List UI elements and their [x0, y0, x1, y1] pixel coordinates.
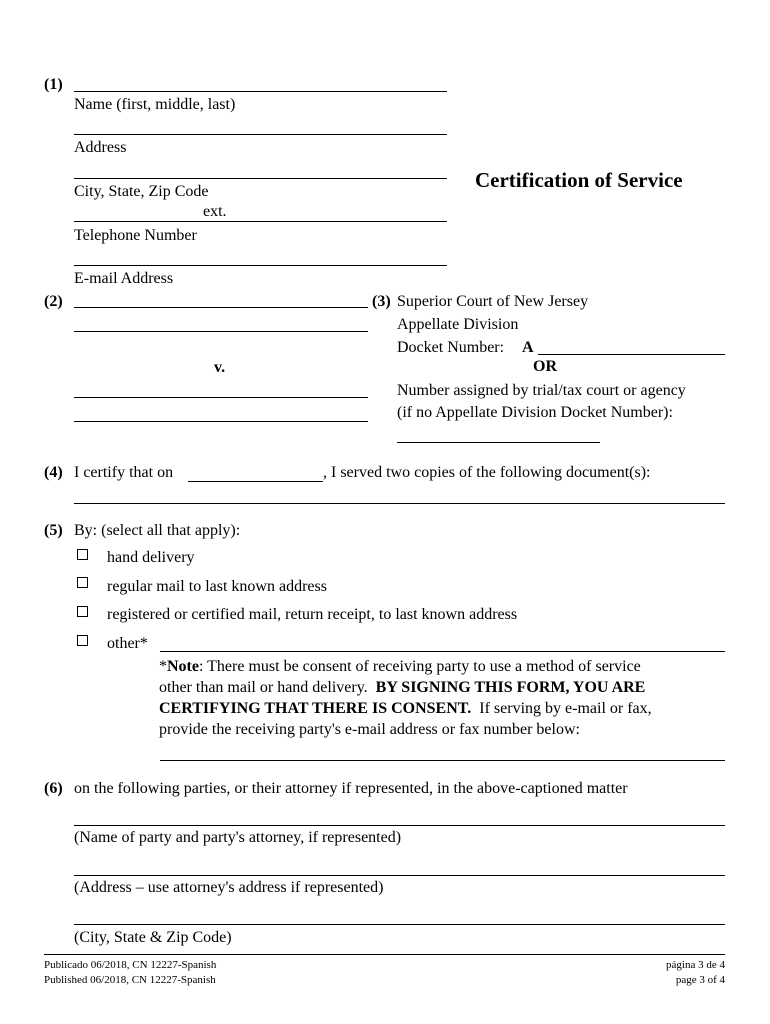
- note-text-3: If serving by e-mail or fax,: [479, 700, 652, 717]
- telephone-label: Telephone Number: [74, 227, 197, 244]
- documents-served-field[interactable]: [74, 503, 725, 504]
- note-text-2: other than mail or hand delivery.: [159, 679, 368, 696]
- note-heading: Note: [167, 658, 199, 675]
- note-warning-2: CERTIFYING THAT THERE IS CONSENT.: [159, 700, 472, 717]
- telephone-field[interactable]: [74, 221, 447, 222]
- service-date-field[interactable]: [188, 481, 323, 482]
- note-text-4: provide the receiving party's e-mail address or fax number below:: [159, 721, 580, 738]
- city-state-zip-label: City, State, Zip Code: [74, 183, 209, 200]
- name-label: Name (first, middle, last): [74, 96, 236, 113]
- certified-mail-checkbox[interactable]: [77, 606, 88, 617]
- section-3-number: (3): [372, 293, 391, 310]
- footer-published-spanish: Publicado 06/2018, CN 12227-Spanish: [44, 959, 217, 971]
- other-method-checkbox[interactable]: [77, 635, 88, 646]
- page-title: Certification of Service: [475, 168, 683, 192]
- regular-mail-checkbox[interactable]: [77, 577, 88, 588]
- email-field[interactable]: [74, 265, 447, 266]
- consent-note-line-3: [159, 701, 652, 717]
- certify-text-start: I certify that on: [74, 464, 174, 481]
- party-1-line-2[interactable]: [74, 331, 368, 332]
- party-address-field[interactable]: [74, 875, 725, 876]
- footer-divider: [44, 954, 725, 955]
- extension-label: ext.: [203, 203, 227, 220]
- note-star: *: [159, 658, 167, 675]
- or-label: OR: [533, 358, 557, 375]
- assigned-number-label-1: Number assigned by trial/tax court or agency: [397, 382, 686, 399]
- email-label: E-mail Address: [74, 270, 174, 287]
- division-name: Appellate Division: [397, 316, 519, 333]
- hand-delivery-checkbox[interactable]: [77, 549, 88, 560]
- regular-mail-label: regular mail to last known address: [107, 578, 327, 595]
- party-2-line-1[interactable]: [74, 397, 368, 398]
- note-warning-1: BY SIGNING THIS FORM, YOU ARE: [375, 679, 646, 696]
- consent-note-line-1: [159, 659, 641, 675]
- section-4-number: (4): [44, 464, 63, 481]
- court-name: Superior Court of New Jersey: [397, 293, 589, 310]
- consent-note-line-4: [159, 722, 580, 738]
- footer-published-english: Published 06/2018, CN 12227-Spanish: [44, 974, 216, 986]
- docket-number-label: Docket Number:: [397, 339, 505, 356]
- assigned-number-field[interactable]: [397, 442, 600, 443]
- party-city-label: (City, State & Zip Code): [74, 929, 232, 946]
- other-method-field[interactable]: [160, 651, 725, 652]
- consent-note-line-2: [159, 680, 645, 696]
- party-city-field[interactable]: [74, 924, 725, 925]
- note-text-1: : There must be consent of receiving party to use a method of service: [198, 658, 641, 675]
- party-name-field[interactable]: [74, 825, 725, 826]
- certify-text-end: , I served two copies of the following document(s):: [323, 464, 651, 481]
- party-1-line-1[interactable]: [74, 307, 368, 308]
- docket-prefix: A: [522, 339, 534, 356]
- section-1-number: (1): [44, 76, 63, 93]
- section-5-number: (5): [44, 522, 63, 539]
- hand-delivery-label: hand delivery: [107, 549, 195, 566]
- address-field[interactable]: [74, 134, 447, 135]
- versus-label: v.: [214, 359, 226, 376]
- section-6-number: (6): [44, 780, 63, 797]
- address-label: Address: [74, 139, 127, 156]
- name-field[interactable]: [74, 91, 447, 92]
- assigned-number-label-2: (if no Appellate Division Docket Number):: [397, 404, 673, 421]
- other-method-label: other*: [107, 635, 148, 652]
- city-state-zip-field[interactable]: [74, 178, 447, 179]
- section-2-number: (2): [44, 293, 63, 310]
- receiving-contact-field[interactable]: [160, 760, 725, 761]
- party-name-label: (Name of party and party's attorney, if represented): [74, 829, 402, 846]
- service-method-intro: By: (select all that apply):: [74, 522, 241, 539]
- party-2-line-2[interactable]: [74, 421, 368, 422]
- parties-intro: on the following parties, or their attorney if represented, in the above-captioned matter: [74, 780, 628, 797]
- footer-page-spanish: página 3 de 4: [666, 959, 725, 971]
- certified-mail-label: registered or certified mail, return receipt, to last known address: [107, 606, 518, 623]
- party-address-label: (Address – use attorney's address if represented): [74, 879, 384, 896]
- docket-number-field[interactable]: [538, 354, 725, 355]
- footer-page-english: page 3 of 4: [675, 974, 725, 986]
